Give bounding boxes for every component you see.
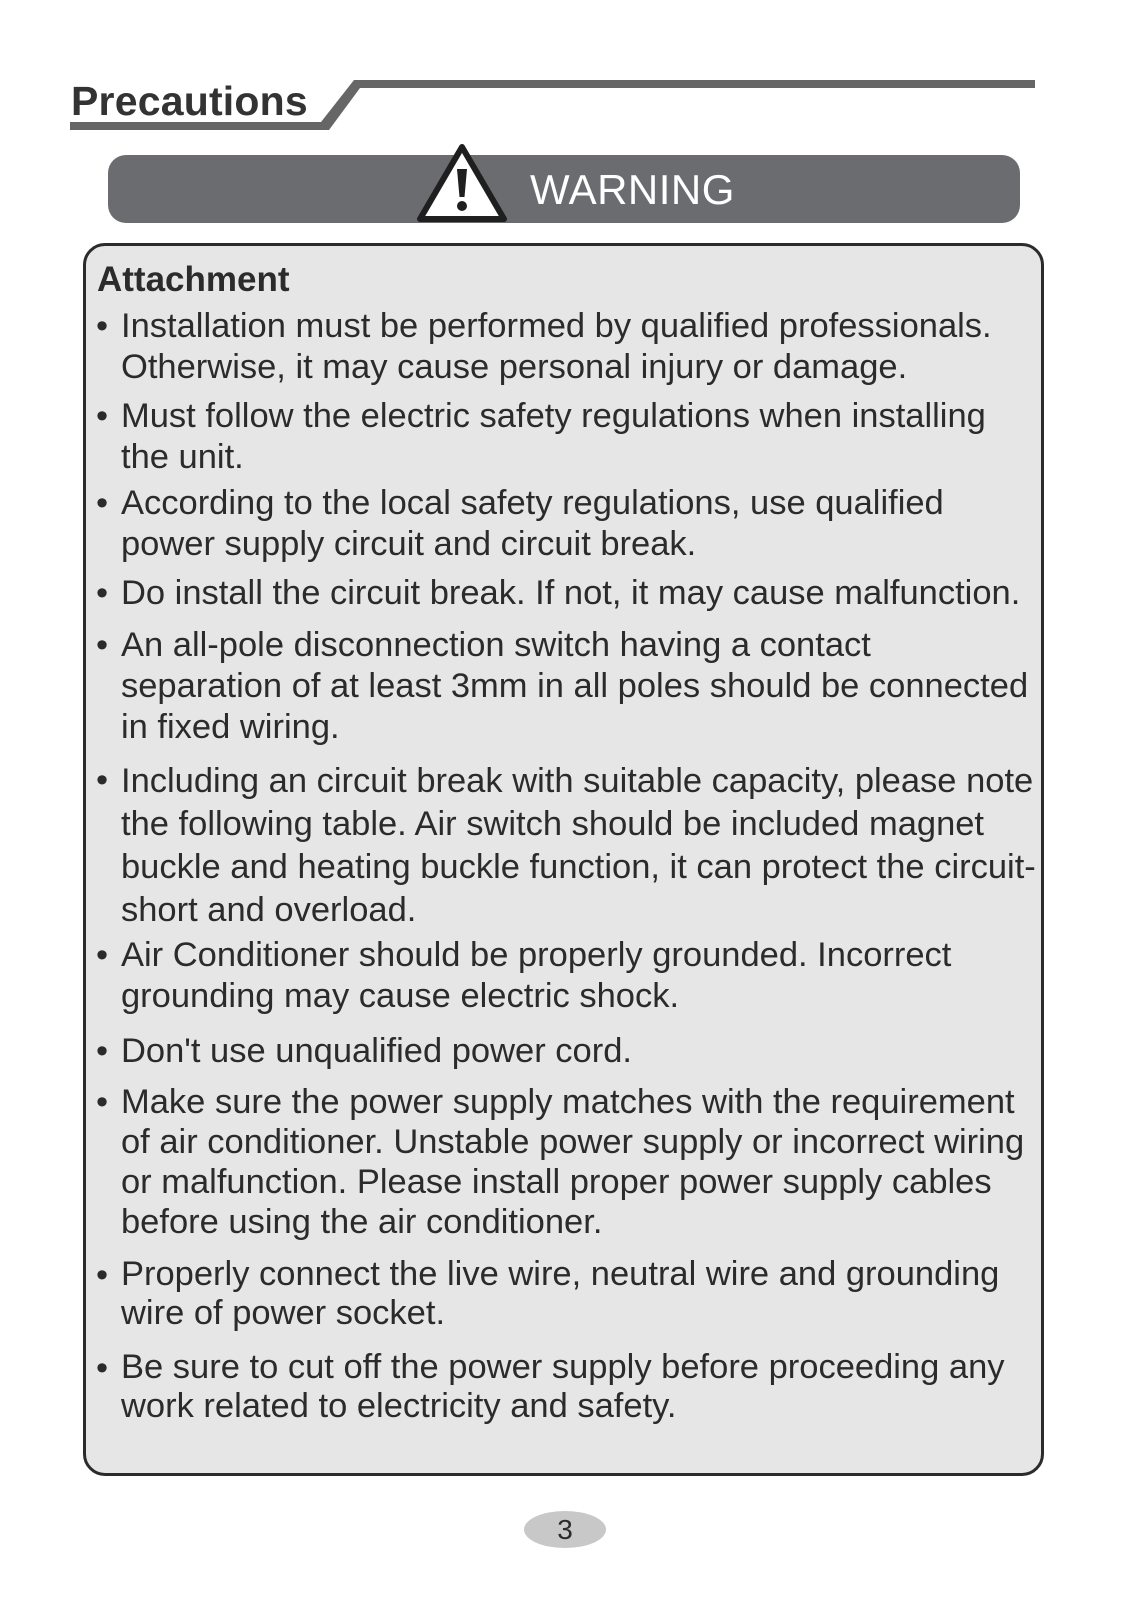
list-item (96, 306, 1041, 388)
warning-triangle-icon (416, 143, 508, 223)
list-item (96, 1348, 1041, 1426)
bullet-icon: • (96, 936, 109, 974)
list-item (96, 935, 1041, 1017)
list-item-text: Air Conditioner should be properly grounded. Incorrect grounding may cause electric shock. (121, 936, 952, 1015)
bullet-icon: • (96, 626, 109, 664)
list-item (96, 483, 1041, 565)
page-number: 3 (557, 1514, 573, 1545)
bullet-icon: • (96, 1083, 109, 1121)
page-title: Precautions (71, 78, 308, 124)
bullet-icon: • (96, 761, 109, 799)
bullet-icon: • (96, 574, 109, 612)
list-item (96, 1082, 1041, 1242)
list-item-text: Make sure the power supply matches with the requirement of air conditioner. Unstable power supply or incorrect wiring or malfunction. Please install proper power supply cables before using the air conditioner. (121, 1083, 1025, 1241)
list-item-text: Be sure to cut off the power supply before proceeding any work related to electricity and safety. (121, 1348, 1005, 1425)
list-item-text: Including an circuit break with suitable capacity, please note the following table. Air switch should be included magnet buckle and heating buckle function, it can protect the circuit-short and overload. (121, 762, 1036, 929)
section-title: Attachment (97, 260, 290, 299)
list-item-text: Properly connect the live wire, neutral wire and grounding wire of power socket. (121, 1255, 1000, 1332)
list-item-text: Do install the circuit break. If not, it may cause malfunction. (121, 574, 1021, 612)
list-item (96, 396, 1041, 478)
bullet-icon: • (96, 1032, 109, 1070)
list-item-text: An all-pole disconnection switch having a contact separation of at least 3mm in all poles should be connected in fixed wiring. (121, 626, 1029, 746)
list-item (96, 1255, 1041, 1333)
list-item-text: Installation must be performed by qualified professionals. Otherwise, it may cause personal injury or damage. (121, 307, 992, 386)
warning-label: WARNING (530, 166, 735, 213)
list-item (96, 1031, 1041, 1072)
list-item-text: Must follow the electric safety regulations when installing the unit. (121, 397, 986, 476)
bullet-icon: • (96, 484, 109, 522)
bullet-icon: • (96, 397, 109, 435)
list-item-text: According to the local safety regulations, use qualified power supply circuit and circuit break. (121, 484, 944, 563)
list-item (96, 625, 1041, 748)
bullet-icon: • (96, 1256, 109, 1294)
list-item (96, 760, 1041, 932)
page-header (0, 0, 1128, 140)
bullet-icon: • (96, 1349, 109, 1387)
list-item-text: Don't use unqualified power cord. (121, 1032, 632, 1070)
list-item (96, 573, 1041, 614)
bullet-icon: • (96, 307, 109, 345)
